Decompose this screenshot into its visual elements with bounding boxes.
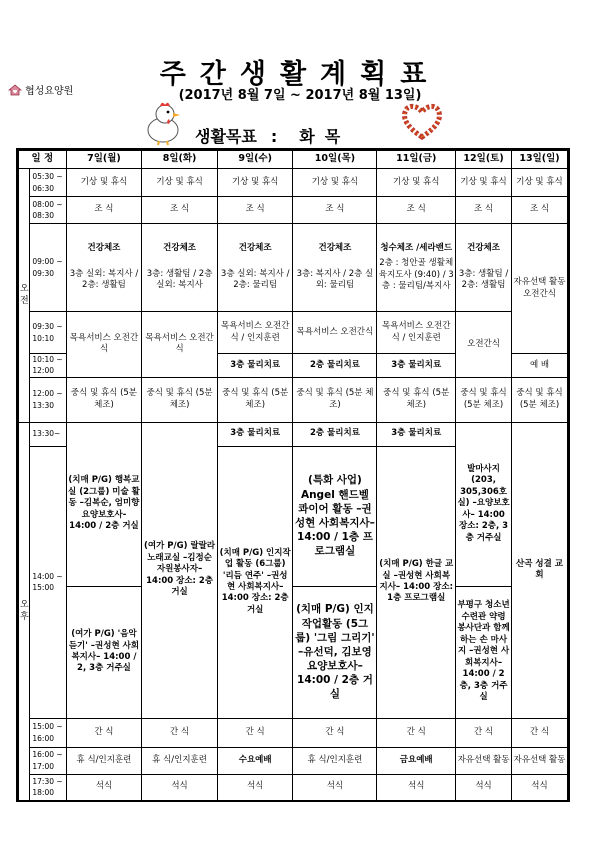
time-cell: 08:00 ~ 08:30 (30, 197, 66, 224)
header-day: 12일(토) (456, 151, 512, 169)
org-name: 협성요양원 (25, 86, 74, 97)
cell: (특화 사업) Angel 핸드벨 콰이어 활동 –권성현 사회복지사– 14:00 / 1층 프로그램실 (293, 446, 377, 586)
cell: 금요예배 (377, 747, 456, 774)
cell: 중식 및 휴식 (5분 체조) (142, 377, 218, 422)
cell: (치매 P/G) 인지작업활동 (5그룹) '그림 그리기' –유선덕, 김보영 요양보호사– 14:00 / 2층 거실 (293, 586, 377, 718)
cell: 2층 물리치료 (293, 422, 377, 446)
cell: 간 식 (377, 718, 456, 747)
cell: 목욕서비스 오전간식 / 인지훈련 (217, 312, 293, 354)
weekly-schedule-table (18, 150, 568, 801)
date-range: (2017년 8월 7일 ~ 2017년 8월 13일) (178, 88, 422, 103)
cell: (치매 P/G) 한글 교실 –권성현 사회복지사– 14:00 장소: 1층 프로그램실 (377, 446, 456, 718)
time-cell: 13:30~ (30, 422, 66, 446)
table-row (19, 774, 568, 800)
cell: 석식 (66, 774, 142, 800)
cell: 중식 및 휴식 (5분 체조) (456, 377, 512, 422)
cell: 건강체조 3층: 생활팀 / 2층 실외: 복지사 (142, 224, 218, 312)
cell: 중식 및 휴식 (5분 체조) (293, 377, 377, 422)
time-cell: 10:10 ~ 12:00 (30, 354, 66, 378)
header-day: 9일(수) (217, 151, 293, 169)
cell: 예 배 (512, 354, 568, 378)
cell: 간 식 (293, 718, 377, 747)
goal-label: 생활목표 (195, 127, 257, 146)
cell: 목욕서비스 오전간식 / 인지훈련 (377, 312, 456, 354)
cell: 수요예배 (217, 747, 293, 774)
table-row (19, 718, 568, 747)
cell: 목욕서비스 오전간식 (293, 312, 377, 354)
cell: 기상 및 휴식 (377, 169, 456, 197)
time-cell: 09:30 ~ 10:10 (30, 312, 66, 354)
header-day: 10일(목) (293, 151, 377, 169)
cell: 청수체조 /세라밴드 2층 : 청안골 생활체육지도사 (9:40) / 3층 : 물리팀/복지사 (377, 224, 456, 312)
cell: 목욕서비스 오전간식 (66, 312, 142, 378)
cell: 2층 물리치료 (293, 354, 377, 378)
cell: 건강체조 3층 실외: 복지사 / 2층: 생활팀 (66, 224, 142, 312)
header-row (19, 151, 568, 169)
cell: 석식 (217, 774, 293, 800)
cell: 자유선택 활동 (512, 747, 568, 774)
heart-wreath-illustration (401, 101, 443, 141)
header-day: 11일(금) (377, 151, 456, 169)
table-row (19, 197, 568, 224)
cell: 자유선택 활동 오전간식 (512, 224, 568, 354)
goal-separator: : (270, 127, 278, 146)
cell: 조 식 (456, 197, 512, 224)
cell: 자유선택 활동 (456, 747, 512, 774)
cell: 석식 (142, 774, 218, 800)
cell: 부평구 청소년수련관 약령 봉사단과 함께하는 손 마사지 –권성현 사회복지사– 14:00 / 2층, 3층 거주실 (456, 586, 512, 718)
life-goal (195, 124, 350, 147)
cell: 휴 식/인지훈련 (142, 747, 218, 774)
cell: 3층 물리치료 (217, 422, 293, 446)
cell: 조 식 (66, 197, 142, 224)
table-row (19, 312, 568, 354)
table-row (19, 377, 568, 422)
time-cell: 05:30 ~ 06:30 (30, 169, 66, 197)
cell: 3층 물리치료 (377, 354, 456, 378)
cell: 중식 및 휴식 (5분 체조) (217, 377, 293, 422)
cell: 간 식 (66, 718, 142, 747)
table-row (19, 747, 568, 774)
cell: 휴 식/인지훈련 (66, 747, 142, 774)
time-cell: 17:30 ~ 18:00 (30, 774, 66, 800)
cell: (치매 P/G) 행복교실 (2그룹) 미술 활동 –김복순, 엄미향 요양보호사- 14:00 / 2층 거실 (66, 422, 142, 586)
section-pm: 오후 (19, 422, 30, 800)
header-day: 8일(화) (142, 151, 218, 169)
time-cell: 15:00 ~ 16:00 (30, 718, 66, 747)
cell: 건강체조 3층: 복지사 / 2층 실외: 물리팀 (293, 224, 377, 312)
cell: 석식 (456, 774, 512, 800)
cell: 기상 및 휴식 (66, 169, 142, 197)
cell: 기상 및 휴식 (293, 169, 377, 197)
cell: 중식 및 휴식 (5분 체조) (377, 377, 456, 422)
cell: 중식 및 휴식 (5분 체조) (512, 377, 568, 422)
cell: 목욕서비스 오전간식 (142, 312, 218, 378)
time-cell: 14:00 ~ 15:00 (30, 446, 66, 718)
cell: 3층 물리치료 (217, 354, 293, 378)
cell: 석식 (512, 774, 568, 800)
cell: 기상 및 휴식 (456, 169, 512, 197)
cell: 건강체조 3층: 생활팀 / 2층: 생활팀 (456, 224, 512, 312)
table-row (19, 169, 568, 197)
cell: 휴 식/인지훈련 (293, 747, 377, 774)
header-schedule: 일 정 (19, 151, 67, 169)
cell: 중식 및 휴식 (5분 체조) (66, 377, 142, 422)
time-cell: 16:00 ~ 17:00 (30, 747, 66, 774)
cell: 기상 및 휴식 (512, 169, 568, 197)
time-cell: 09:00 ~ 09:30 (30, 224, 66, 312)
cell: 3층 물리치료 (377, 422, 456, 446)
cell: 건강체조 3층 실외: 복지사 / 2층: 물리팀 (217, 224, 293, 312)
cell: 간 식 (217, 718, 293, 747)
cell: 간 식 (142, 718, 218, 747)
cell: 조 식 (217, 197, 293, 224)
page-title: 주간생활계획표 (159, 59, 441, 90)
chicken-illustration (143, 100, 185, 146)
header-day: 7일(월) (66, 151, 142, 169)
cell: (여가 P/G) 랄랄라 노래교실 –김정순 자원봉사자– 14:00 장소: 2층 거실 (142, 422, 218, 718)
cell: 간 식 (512, 718, 568, 747)
cell: 오전간식 (456, 312, 512, 378)
header-day: 13일(일) (512, 151, 568, 169)
cell: 간 식 (456, 718, 512, 747)
table-row (19, 586, 568, 718)
section-am: 오전 (19, 169, 30, 423)
cell: 기상 및 휴식 (142, 169, 218, 197)
table-row (19, 422, 568, 446)
cell: 석식 (293, 774, 377, 800)
cell: 산곡 성결 교회 (512, 422, 568, 718)
cell: (치매 P/G) 인지작업 활동 (6그룹) '리듬 연주' –권성현 사회복지사– 14:00 장소: 2층 거실 (217, 446, 293, 718)
cell: 기상 및 휴식 (217, 169, 293, 197)
table-row (19, 224, 568, 312)
cell: 조 식 (142, 197, 218, 224)
goal-value: 화목 (299, 127, 351, 146)
cell: 석식 (377, 774, 456, 800)
cell: 조 식 (512, 197, 568, 224)
cell: 조 식 (377, 197, 456, 224)
cell: 발마사지 (203, 305,306호실) –요양보호사– 14:00 장소: 2층, 3층 거주실 (456, 422, 512, 586)
cell: 조 식 (293, 197, 377, 224)
cell: (여가 P/G) '음악 듣기' –권성현 사회복지사– 14:00 / 2, 3층 거주실 (66, 586, 142, 718)
time-cell: 12:00 ~ 13:30 (30, 377, 66, 422)
